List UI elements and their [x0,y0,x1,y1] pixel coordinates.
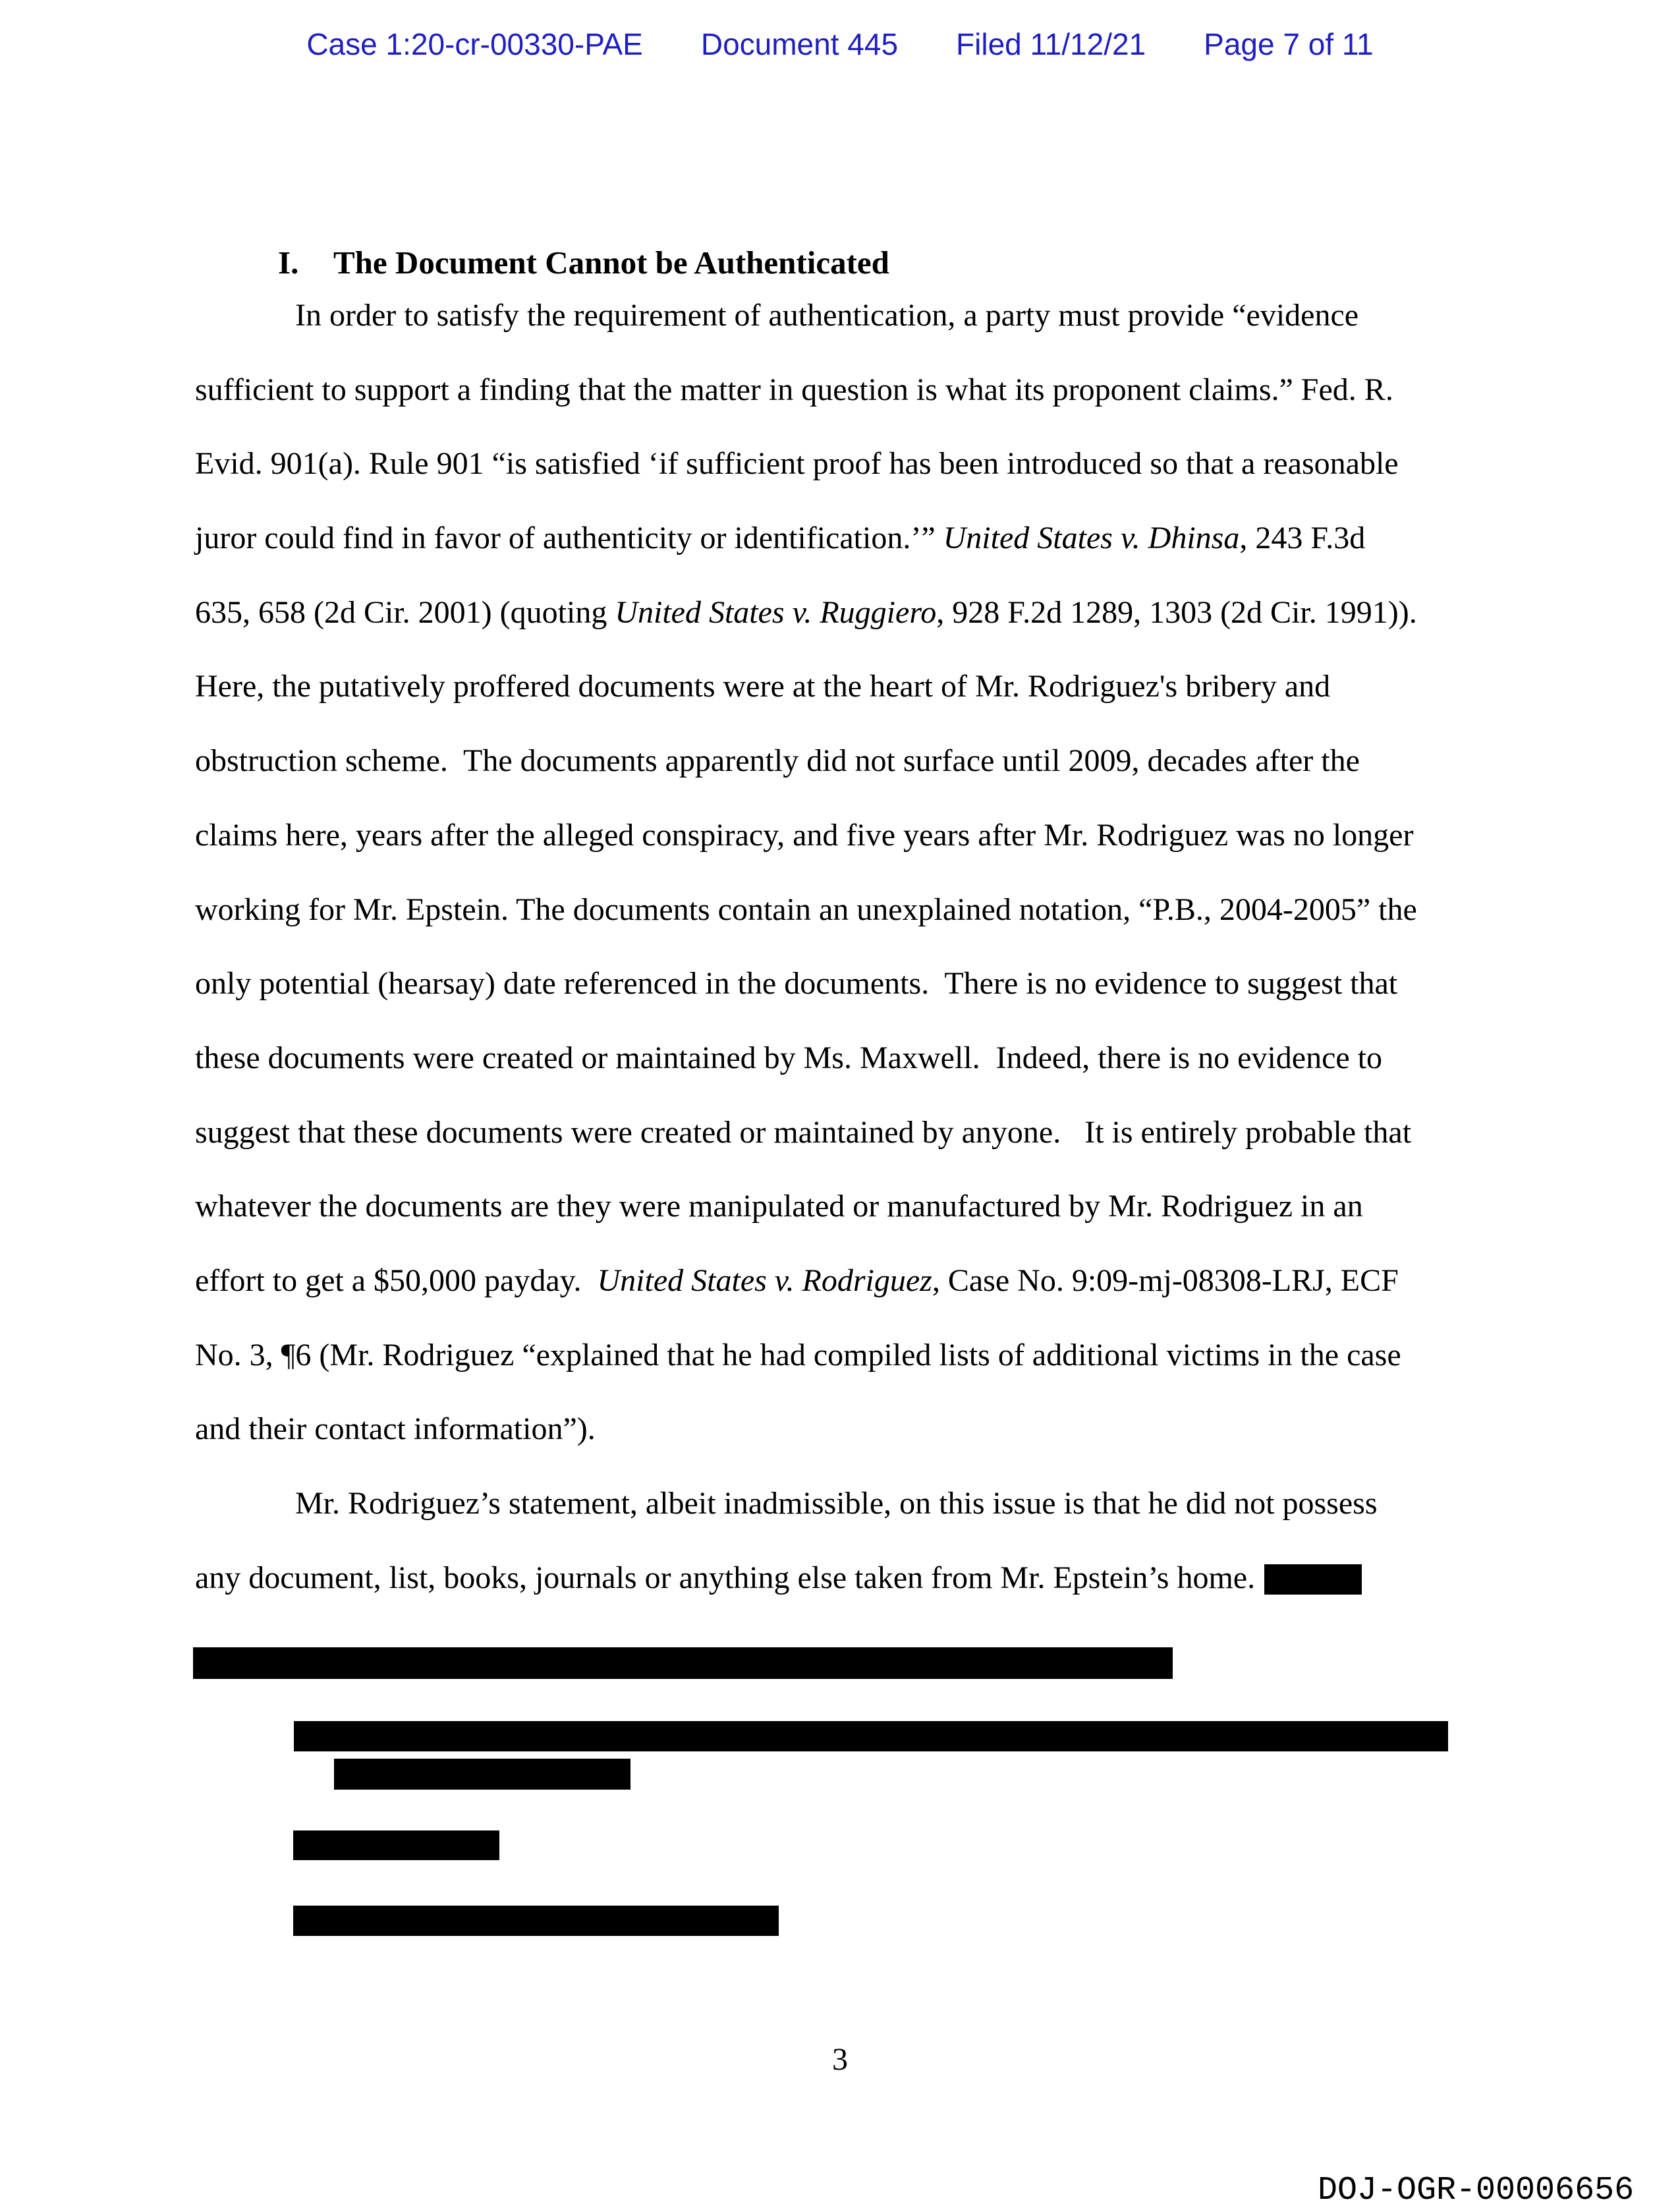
page-number: 3 [832,2042,848,2077]
redaction-bar [293,1906,779,1936]
body-text-segment: obstruction scheme. The documents apparently did not surface until 2009, decades after the [195,743,1360,779]
body-text-segment: sufficient to support a finding that the matter in question is what its proponent claims.” Fed. R. [195,372,1393,407]
body-text-segment: effort to get a $50,000 payday. [195,1262,598,1298]
body-text-segment: only potential (hearsay) date referenced in the documents. There is no evidence to suggest that [195,966,1398,1002]
body-text [195,279,1592,1615]
body-text-segment: any document, list, books, journals or anything else taken from Mr. Epstein’s home. [195,1560,1256,1595]
section-number: I. [278,244,299,281]
body-text-segment: claims here, years after the alleged conspiracy, and five years after Mr. Rodriguez was no longer [195,817,1414,853]
body-line [195,1541,1592,1616]
body-line [195,1319,1592,1393]
section-title: The Document Cannot be Authenticated [333,244,889,281]
body-text-segment: In order to satisfy the requirement of authentication, a party must provide “evidence [295,298,1359,333]
body-text-segment: working for Mr. Epstein. The documents contain an unexplained notation, “P.B., 2004-2005” the [195,892,1417,927]
body-text-segment: Here, the putatively proffered documents were at the heart of Mr. Rodriguez's bribery and [195,669,1331,704]
redaction-bar [294,1721,1448,1751]
bates-number: DOJ-OGR-00006656 [1318,2172,1635,2209]
case-citation: United States v. Ruggiero [615,594,937,630]
header-filed-date: Filed 11/12/21 [956,27,1146,61]
body-line [195,501,1592,576]
inline-redaction-box [1264,1564,1362,1595]
body-text-segment: Evid. 901(a). Rule 901 “is satisfied ‘if sufficient proof has been introduced so that a reasonable [195,446,1399,482]
body-text-segment: whatever the documents are they were manipulated or manufactured by Mr. Rodriguez in an [195,1189,1363,1224]
body-text-segment: and their contact information”). [195,1411,596,1447]
body-line [195,1467,1592,1541]
header-page-info: Page 7 of 11 [1204,27,1374,61]
body-text-segment: Mr. Rodriguez’s statement, albeit inadmissible, on this issue is that he did not possess [295,1486,1378,1521]
body-text-segment: , Case No. 9:09-mj-08308-LRJ, ECF [932,1262,1399,1298]
body-text-segment: suggest that these documents were created or maintained by anyone. It is entirely probable that [195,1114,1412,1150]
case-citation: United States v. Dhinsa [943,521,1240,556]
redaction-bar [334,1759,630,1790]
header-case-number: Case 1:20-cr-00330-PAE [306,27,643,61]
body-line [195,1170,1592,1244]
body-line [195,576,1592,650]
body-text-segment: , 928 F.2d 1289, 1303 (2d Cir. 1991)). [936,594,1417,630]
body-line [195,1392,1592,1467]
body-line [195,1021,1592,1096]
case-header [0,26,1680,62]
body-line [195,650,1592,724]
body-line [195,1244,1592,1319]
body-text-segment: these documents were created or maintained by Ms. Maxwell. Indeed, there is no evidence to [195,1040,1383,1075]
body-line [195,1096,1592,1170]
redaction-bar [193,1647,1173,1679]
body-line [195,279,1592,353]
redaction-bar [293,1830,499,1860]
case-citation: United States v. Rodriguez [597,1262,932,1298]
body-text-segment: 635, 658 (2d Cir. 2001) (quoting [195,594,615,630]
body-line [195,427,1592,501]
body-line [195,353,1592,428]
body-text-segment: juror could find in favor of authenticity or identification.’” [195,521,943,556]
body-line [195,947,1592,1021]
body-text-segment: No. 3, ¶6 (Mr. Rodriguez “explained that he had compiled lists of additional victims in the case [195,1337,1401,1373]
body-line [195,724,1592,799]
body-line [195,799,1592,873]
body-text-segment: , 243 F.3d [1239,521,1366,556]
body-line [195,873,1592,948]
header-document-number: Document 445 [700,27,899,61]
